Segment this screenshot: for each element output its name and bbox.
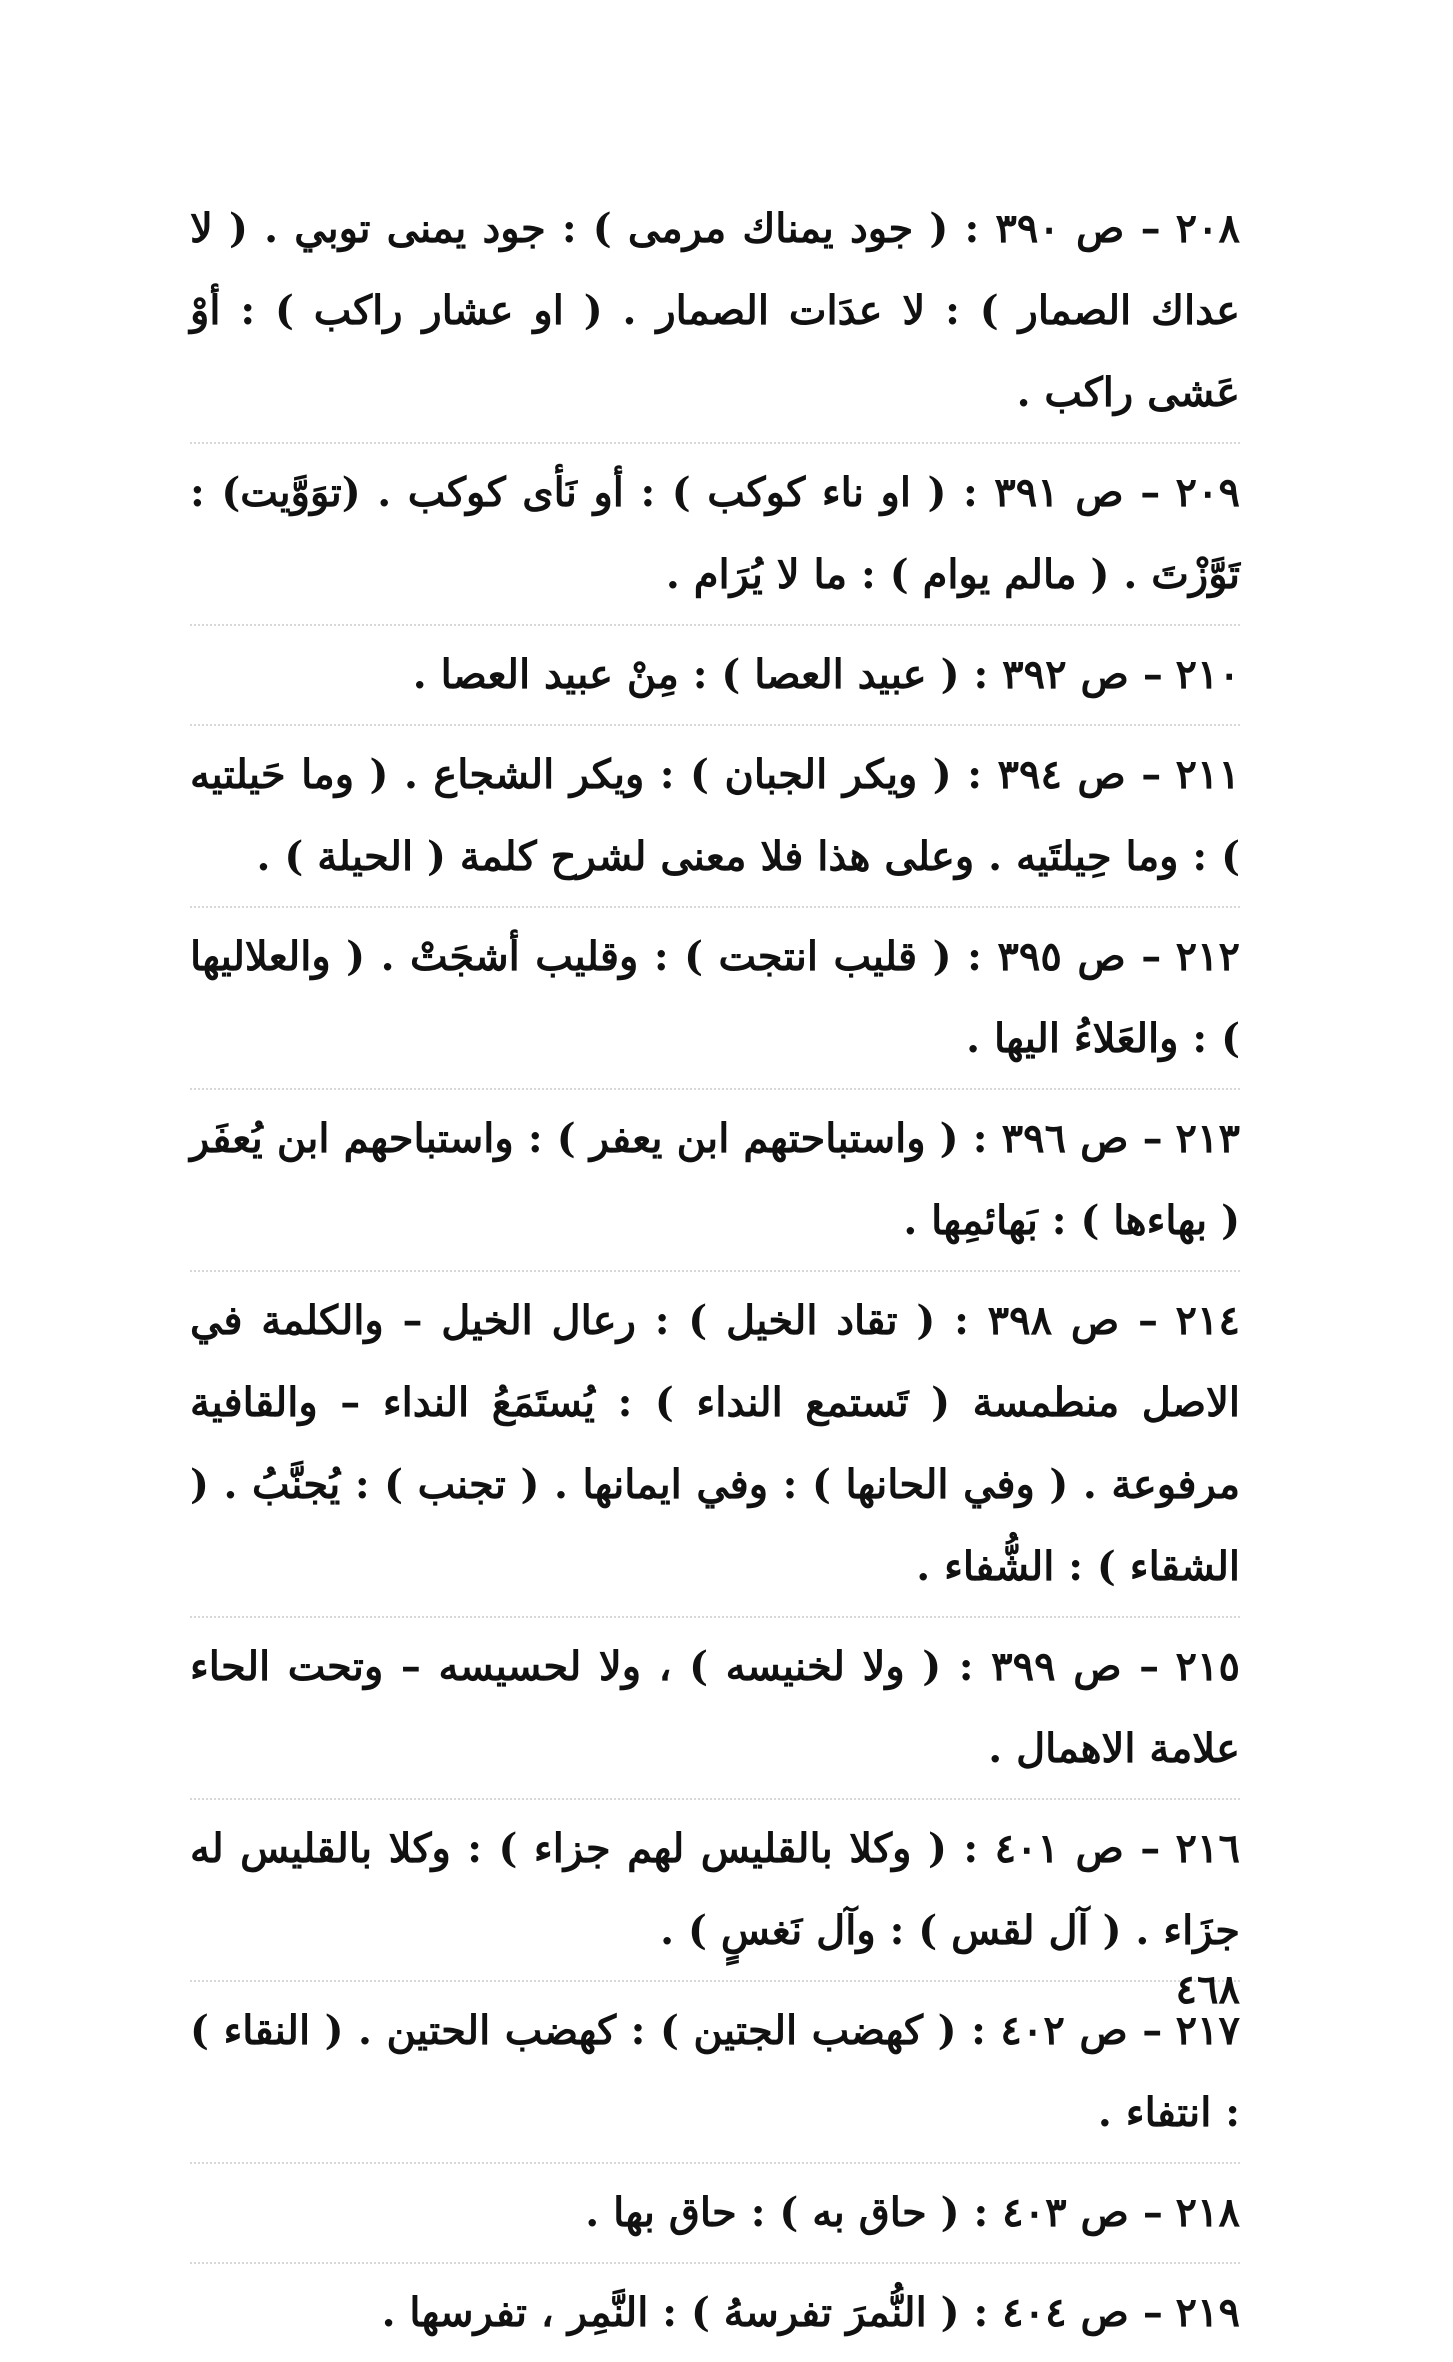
entry-214 [190,1272,1240,1618]
entry-219 [190,2264,1240,2362]
entry-text: – ص ٣٩٢ : ( عبيد العصا ) : مِنْ عبيد العصا . [412,651,1163,698]
entry-number: ٢١١ [1175,751,1240,798]
entry-209 [190,444,1240,626]
entry-number: ٢١٤ [1175,1297,1240,1344]
entry-text: – ص ٣٩٠ : ( جود يمناك مرمى ) : جود يمنى توبي . ( لا عداك الصمار ) : لا عدَات الصمار . ( او عشار راكب ) : أوْ عَشى راكب . [190,205,1240,416]
entry-number: ٢١٦ [1175,1825,1240,1872]
entry-215 [190,1618,1240,1800]
entry-number: ٢١٧ [1175,2007,1241,2054]
entry-213 [190,1090,1240,1272]
entry-text: – ص ٣٩٦ : ( واستباحتهم ابن يعفر ) : واستباحهم ابن يُعفَر ( بهاءها ) : بَهائمِها . [190,1115,1240,1244]
entry-text: – ص ٤٠٣ : ( حاق به ) : حاق بها . [585,2189,1163,2236]
entry-number: ٢٠٨ [1175,205,1241,252]
entry-211 [190,726,1240,908]
entry-number: ٢١٠ [1175,651,1240,698]
entry-number: ٢١٨ [1175,2189,1240,2236]
entry-text: – ص ٣٩٨ : ( تقاد الخيل ) : رعال الخيل – والكلمة في الاصل منطمسة ( تَستمع النداء ) : يُستَمَعُ النداء – والقافية مرفوعة . ( وفي الحانها ) : وفي ايمانها . ( تجنب ) : يُجنَّبُ . ( الشقاء ) : الشُّفاء . [190,1297,1240,1590]
entry-text: – ص ٤٠٢ : ( كهضب الجتين ) : كهضب الحتين . ( النقاء ) : انتفاء . [190,2007,1240,2136]
entry-text: – ص ٣٩٤ : ( ويكر الجبان ) : ويكر الشجاع . ( وما حَيلتيه ) : وما حِيلتَيه . وعلى هذا فلا معنى لشرح كلمة ( الحيلة ) . [190,751,1240,880]
entry-text: – ص ٣٩٩ : ( ولا لخنيسه ) ، ولا لحسيسه – وتحت الحاء علامة الاهمال . [190,1643,1240,1772]
entry-number: ٢٠٩ [1175,469,1240,516]
entry-text: – ص ٤٠١ : ( وكلا بالقليس لهم جزاء ) : وكلا بالقليس له جزَاء . ( آل لقس ) : وآل نَغسٍ ) . [190,1825,1240,1954]
entry-text: – ص ٣٩٥ : ( قليب انتجت ) : وقليب أشجَتْ . ( والعلاليها ) : والعَلاءُ اليها . [190,933,1240,1062]
entry-number: ٢١٥ [1175,1643,1240,1690]
footnote-list [190,180,1240,2362]
page-number: ٤٦٨ [1175,1966,1240,2013]
entry-number: ٢١٩ [1175,2289,1240,2336]
entry-number: ٢١٢ [1175,933,1241,980]
entry-number: ٢١٣ [1175,1115,1240,1162]
entry-216 [190,1800,1240,1982]
entry-text: – ص ٣٩١ : ( او ناء كوكب ) : أو نَأى كوكب . (توَوَّيت) : تَوَّزْتَ . ( مالم يوام ) : ما لا يُرَام . [190,469,1240,598]
entry-208 [190,180,1240,444]
entry-210 [190,626,1240,726]
entry-217 [190,1982,1240,2164]
entry-212 [190,908,1240,1090]
entry-218 [190,2164,1240,2264]
entry-text: – ص ٤٠٤ : ( النُّمرَ تفرسهُ ) : النَّمِر ، تفرسها . [381,2289,1163,2336]
